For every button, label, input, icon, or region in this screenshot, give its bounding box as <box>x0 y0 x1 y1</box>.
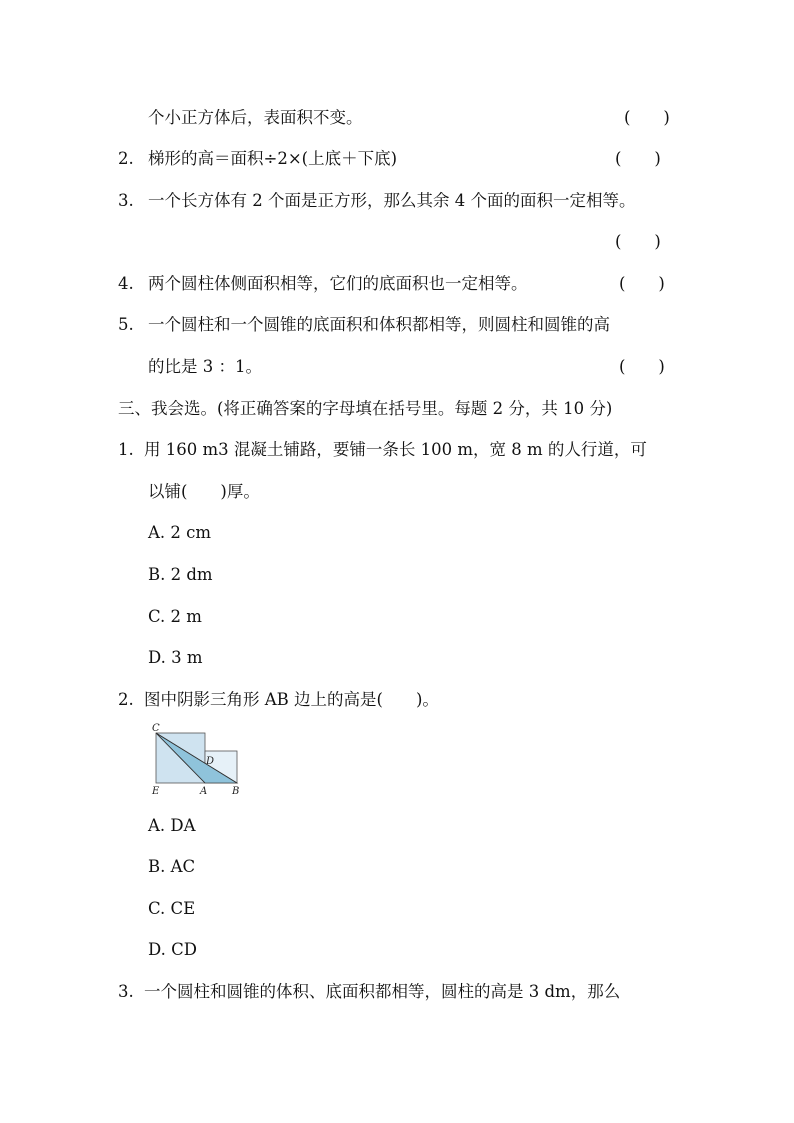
question-number: 3. <box>118 191 134 210</box>
option-a[interactable]: A. DA <box>148 816 196 835</box>
choice-question-1 <box>118 439 647 461</box>
label-b: B <box>232 786 240 797</box>
label-c: C <box>152 723 160 734</box>
question-text: 两个圆柱体侧面积相等，它们的底面积也一定相等。 <box>148 274 528 293</box>
question-number: 5. <box>118 315 134 334</box>
question-text: 一个圆柱和一个圆锥的底面积和体积都相等，则圆柱和圆锥的高 <box>148 315 610 334</box>
tf-question-4 <box>118 273 528 295</box>
label-e: E <box>152 786 160 797</box>
answer-paren-tf-1[interactable]: ( ) <box>624 108 670 127</box>
geometry-figure <box>146 720 246 798</box>
question-text: 图中阴影三角形 AB 边上的高是( )。 <box>144 690 439 709</box>
choice-q1-continuation: 以铺( )厚。 <box>148 482 260 501</box>
tf-question-3 <box>118 190 635 212</box>
question-text: 一个长方体有 2 个面是正方形，那么其余 4 个面的面积一定相等。 <box>148 191 636 210</box>
tf-question-5 <box>118 314 610 336</box>
answer-paren-tf-4[interactable]: ( ) <box>619 274 665 293</box>
tf-q5-continuation: 的比是 3 ：1。 <box>148 357 262 376</box>
option-b[interactable]: B. AC <box>148 857 196 876</box>
option-c[interactable]: C. 2 m <box>148 607 202 626</box>
answer-paren-tf-2[interactable]: ( ) <box>615 149 661 168</box>
option-c[interactable]: C. CE <box>148 899 196 918</box>
choice-question-2 <box>118 689 439 711</box>
label-d: D <box>206 756 215 767</box>
question-number: 4. <box>118 274 134 293</box>
question-text: 一个圆柱和圆锥的体积、底面积都相等，圆柱的高是 3 dm，那么 <box>144 982 621 1001</box>
section-header: 三、我会选。(将正确答案的字母填在括号里。每题 2 分，共 10 分) <box>118 399 613 418</box>
answer-paren-tf-5[interactable]: ( ) <box>619 357 665 376</box>
question-number: 2. <box>118 690 134 709</box>
choice-question-3 <box>118 981 620 1003</box>
option-d[interactable]: D. 3 m <box>148 648 203 667</box>
tf-q1-continuation: 个小正方体后，表面积不变。 <box>148 108 363 127</box>
question-number: 1. <box>118 440 134 459</box>
question-number: 2. <box>118 149 134 168</box>
question-number: 3. <box>118 982 134 1001</box>
tf-question-2 <box>118 148 397 170</box>
option-b[interactable]: B. 2 dm <box>148 565 213 584</box>
question-text: 用 160 m3 混凝土铺路，要铺一条长 100 m，宽 8 m 的人行道，可 <box>144 440 647 459</box>
triangle-diagram <box>146 720 246 798</box>
question-text: 梯形的高＝面积÷2×(上底＋下底) <box>148 149 398 168</box>
option-d[interactable]: D. CD <box>148 940 197 959</box>
option-a[interactable]: A. 2 cm <box>148 523 212 542</box>
label-a: A <box>200 786 208 797</box>
answer-paren-tf-3[interactable]: ( ) <box>615 232 661 251</box>
